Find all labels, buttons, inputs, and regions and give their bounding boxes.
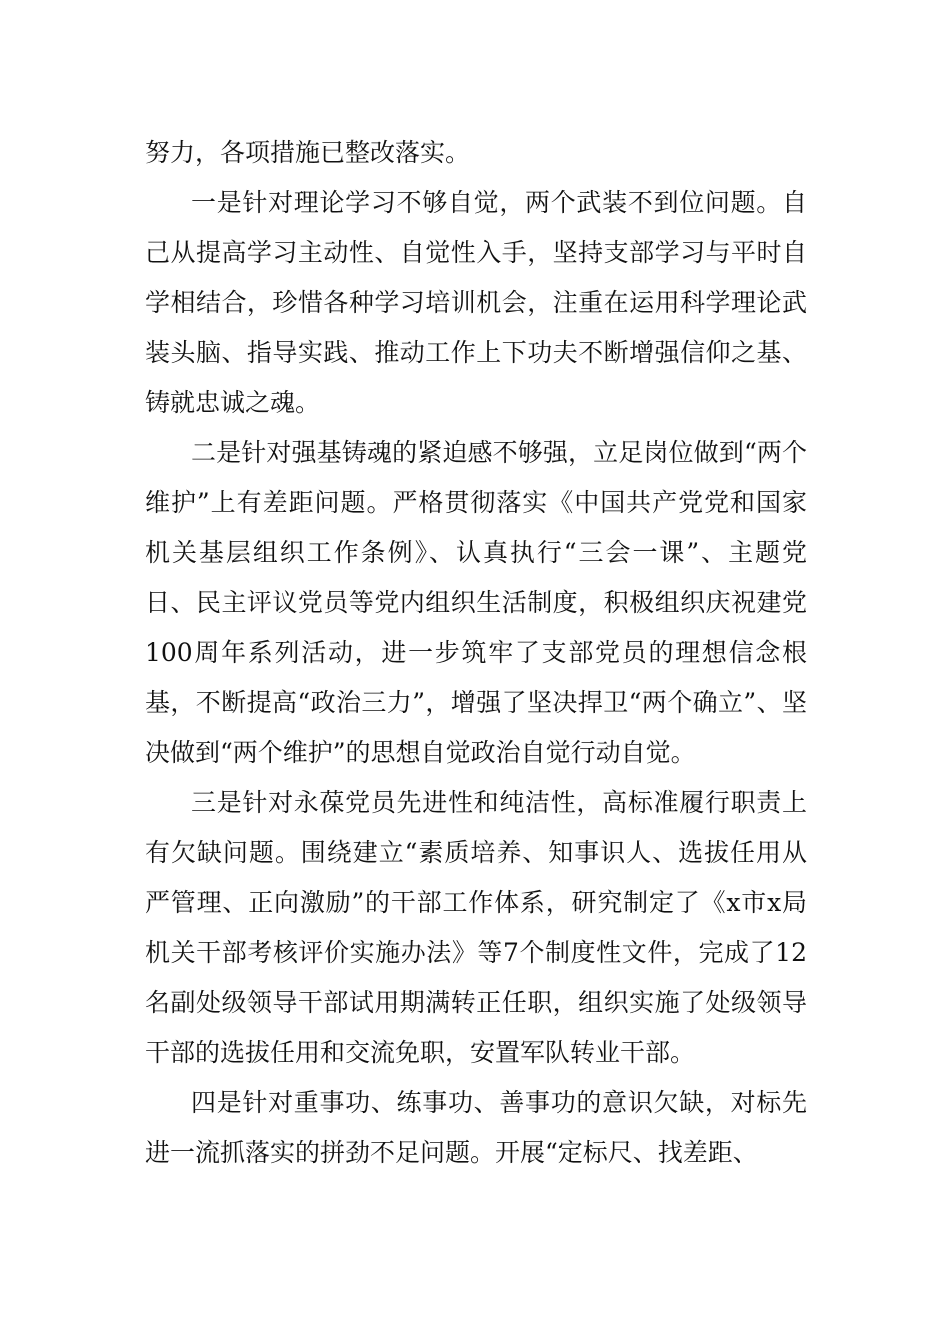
paragraph-item-one: 一是针对理论学习不够自觉，两个武装不到位问题。自己从提高学习主动性、自觉性入手，坚持支部学习与平时自学相结合，珍惜各种学习培训机会，注重在运用科学理论武装头脑、指导实践、推动工作上下功夫不断增强信仰之基、铸就忠诚之魂。 bbox=[145, 188, 807, 417]
paragraph-item-four: 四是针对重事功、练事功、善事功的意识欠缺，对标先进一流抓落实的拼劲不足问题。开展“定标尺、找差距、 bbox=[145, 1088, 807, 1167]
document-body bbox=[145, 128, 807, 1178]
paragraph-continuation: 努力，各项措施已整改落实。 bbox=[145, 138, 471, 167]
paragraph-item-three: 三是针对永葆党员先进性和纯洁性，高标准履行职责上有欠缺问题。围绕建立“素质培养、知事识人、选拔任用从严管理、正向激励”的干部工作体系，研究制定了《x市x局机关干部考核评价实施办法》等7个制度性文件，完成了12名副处级领导干部试用期满转正任职，组织实施了处级领导干部的选拔任用和交流免职，安置军队转业干部。 bbox=[145, 788, 807, 1067]
paragraph-item-two: 二是针对强基铸魂的紧迫感不够强，立足岗位做到“两个维护”上有差距问题。严格贯彻落实《中国共产党党和国家机关基层组织工作条例》、认真执行“三会一课”、主题党日、民主评议党员等党内组织生活制度，积极组织庆祝建党100周年系列活动，进一步筑牢了支部党员的理想信念根基，不断提高“政治三力”，增强了坚决捍卫“两个确立”、坚决做到“两个维护”的思想自觉政治自觉行动自觉。 bbox=[145, 438, 807, 767]
